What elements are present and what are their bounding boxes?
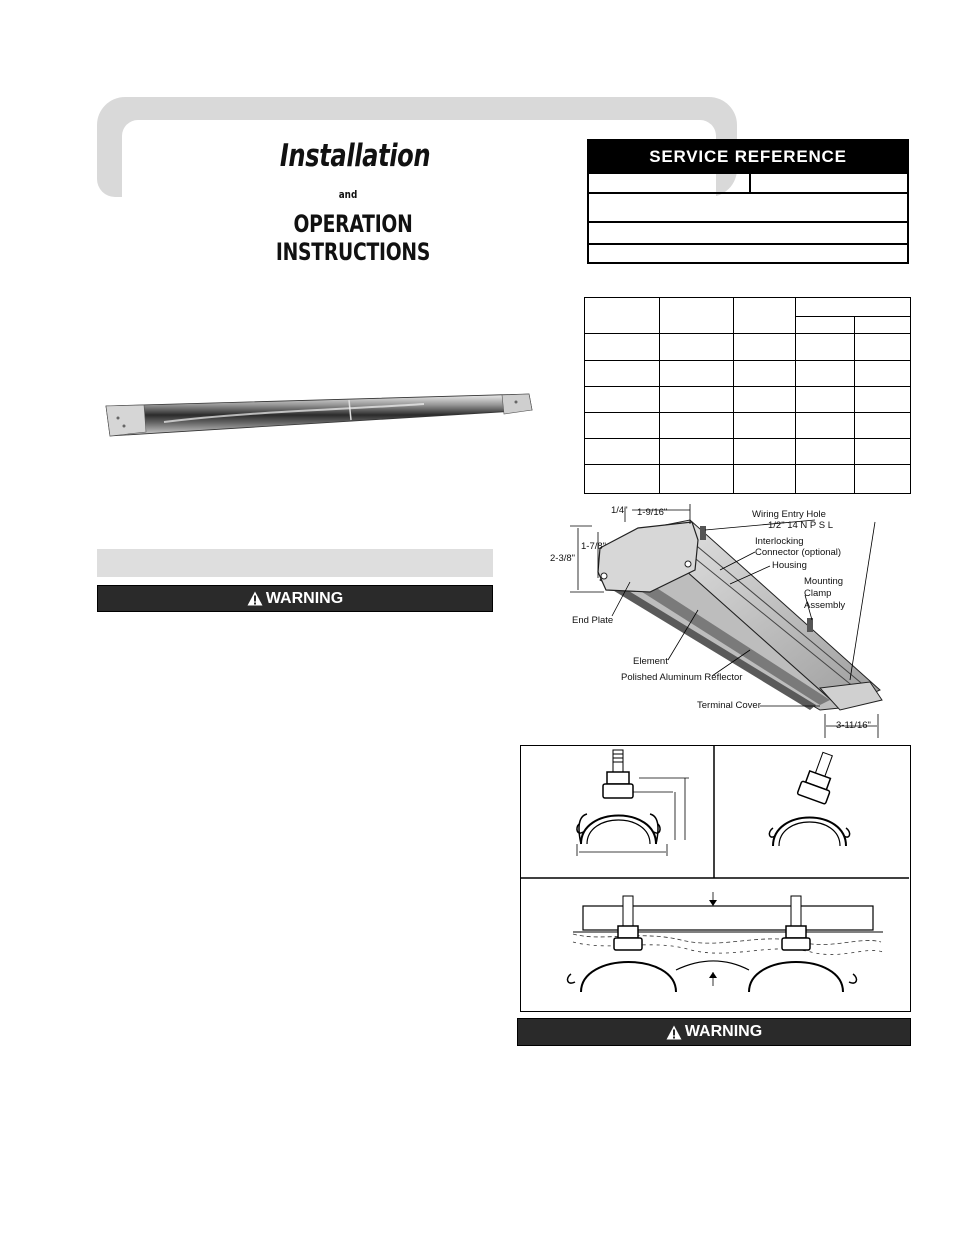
label-terminal-cover: Terminal Cover (697, 700, 761, 711)
warning-triangle-icon (247, 591, 263, 606)
dim-3-11-16: 3-11/16" (836, 720, 871, 731)
clamp-upright-figure (577, 750, 689, 856)
spec-row-line (585, 464, 910, 465)
warning-triangle-icon (666, 1025, 682, 1040)
title-and: and (338, 188, 358, 201)
svc-rule (589, 192, 907, 194)
section-heading-bar (97, 549, 493, 577)
label-reflector: Polished Aluminum Reflector (621, 672, 743, 683)
spec-row-line (795, 316, 910, 317)
title-operation-instructions: OPERATION INSTRUCTIONS (275, 210, 431, 266)
dim-1-7-8: 1-7/8" (581, 541, 607, 552)
dim-quarter: 1/4" (611, 505, 628, 516)
heater-photo (104, 392, 534, 438)
clamp-rotated-figure (797, 749, 842, 804)
svc-divider (749, 172, 751, 193)
spec-row-line (585, 333, 910, 334)
warning-banner (97, 585, 493, 612)
spec-table (584, 297, 911, 494)
title-installation: Installation (279, 138, 431, 174)
svc-rule (589, 221, 907, 223)
mounting-figures (521, 746, 909, 1010)
svc-rule (589, 172, 907, 174)
spec-row-line (585, 360, 910, 361)
label-interlocking: Interlocking (755, 536, 804, 547)
label-housing: Housing (772, 560, 807, 571)
mounting-figures-box (520, 745, 911, 1012)
label-wiring-thread: 1/2" 14 N P S L (768, 520, 833, 531)
warning-banner-2 (517, 1018, 911, 1046)
spec-row-line (585, 386, 910, 387)
label-element: Element (633, 656, 668, 667)
warning-text: WARNING (265, 589, 344, 607)
service-reference-heading: SERVICE REFERENCE (589, 141, 907, 172)
label-connector-optional: Connector (optional) (755, 547, 842, 558)
service-reference-box (587, 139, 909, 264)
dim-1-9-16: 1-9/16" (637, 507, 668, 518)
label-clamp: Clamp (804, 588, 832, 599)
warning-text-2: WARNING (684, 1023, 763, 1040)
spec-row-line (585, 412, 910, 413)
label-end-plate: End Plate (572, 615, 614, 626)
label-wiring-entry: Wiring Entry Hole (752, 509, 826, 520)
dim-2-3-8: 2-3/8" (550, 553, 576, 564)
label-mounting: Mounting (804, 576, 844, 587)
spec-row-line (585, 438, 910, 439)
svc-rule (589, 243, 907, 245)
spec-col-line (854, 316, 855, 493)
ceiling-mount-figure (568, 892, 883, 992)
label-assembly: Assembly (804, 600, 846, 611)
